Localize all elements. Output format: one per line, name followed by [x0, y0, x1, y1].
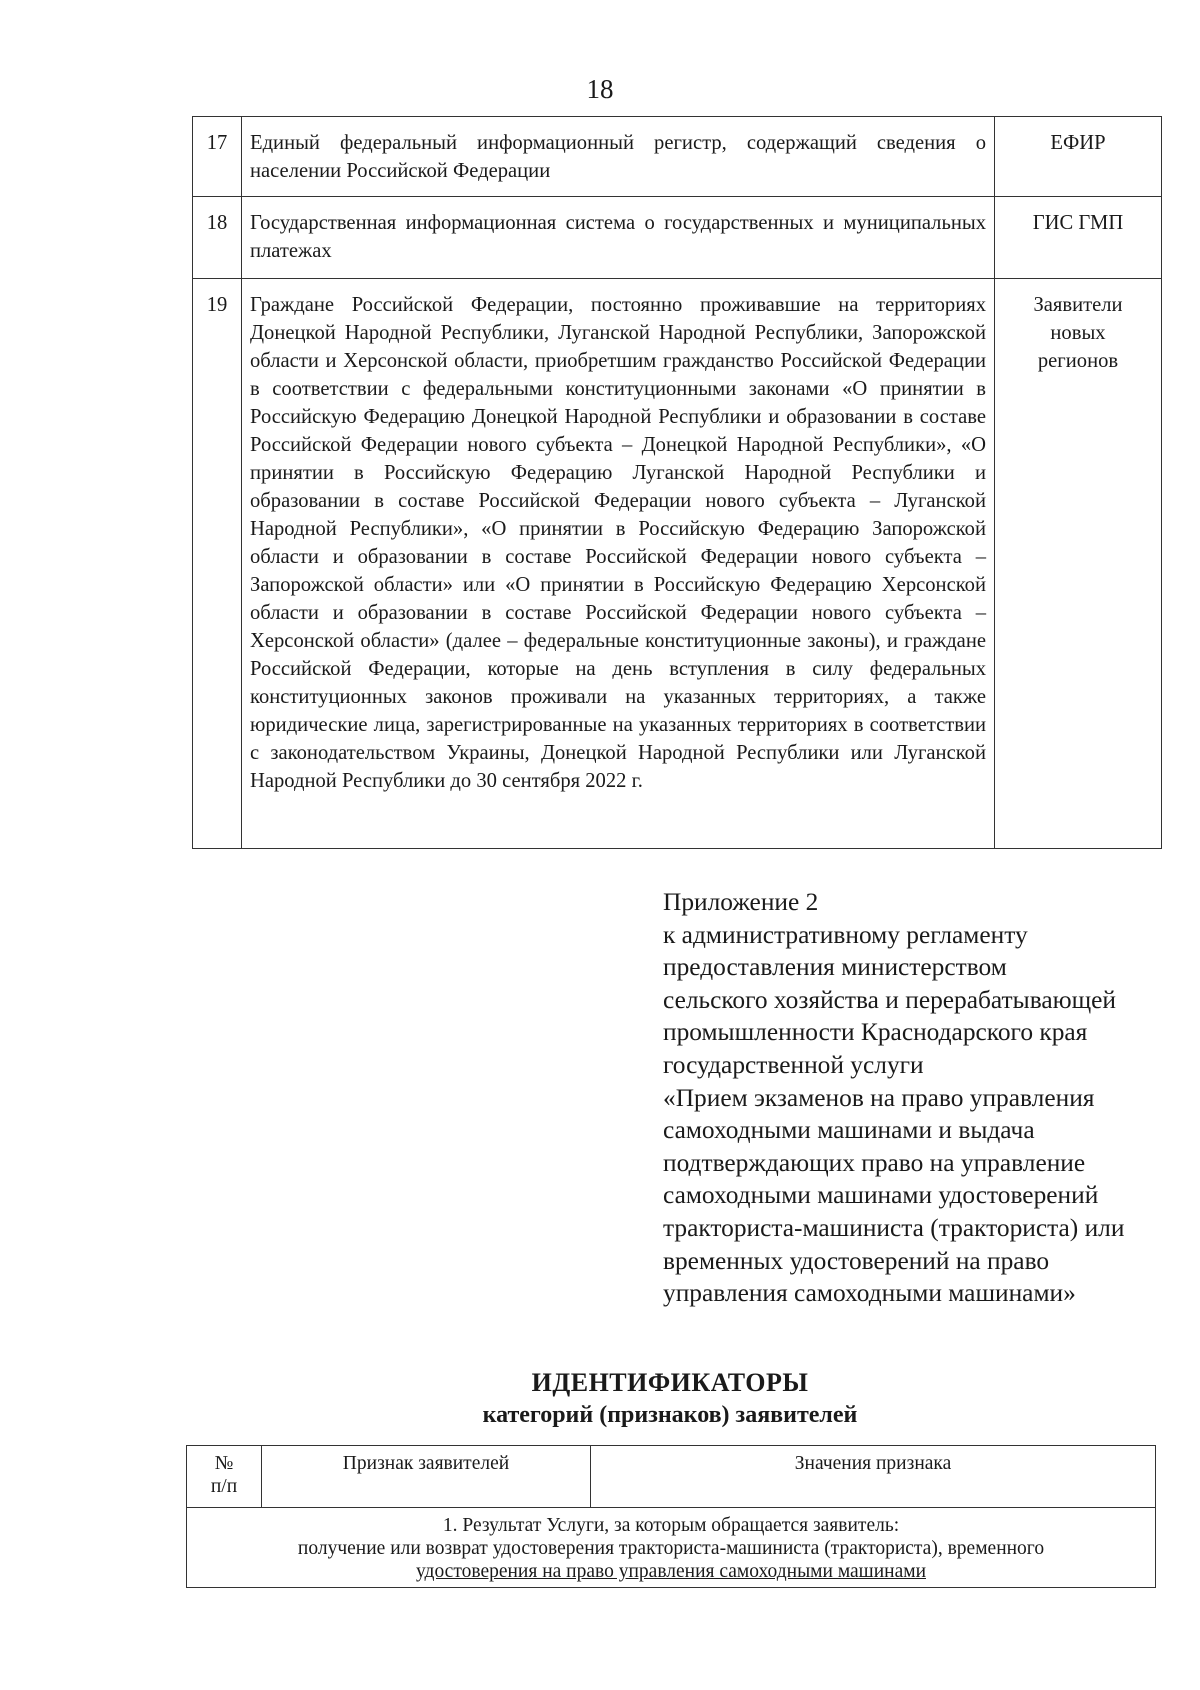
header-values: Значения признака	[591, 1446, 1156, 1508]
table-header-row	[187, 1446, 1156, 1508]
data-sources-table	[192, 116, 1162, 849]
appendix-line: предоставления министерством	[663, 953, 1007, 982]
appendix-title: Приложение 2	[663, 888, 819, 916]
appendix-line: сельского хозяйства и перерабатывающей	[663, 985, 1117, 1014]
row-code: ГИС ГМП	[995, 197, 1162, 279]
identifiers-title: ИДЕНТИФИКАТОРЫ	[531, 1368, 809, 1397]
appendix-line: промышленности Краснодарского края	[663, 1018, 1088, 1047]
appendix-line: управления самоходными машинами»	[663, 1279, 1076, 1308]
page-number: 18	[586, 74, 614, 104]
table-row	[193, 117, 1162, 197]
appendix-block	[663, 886, 1173, 1310]
appendix-line: самоходными машинами удостоверений	[663, 1181, 1099, 1210]
section-cell	[187, 1508, 1156, 1588]
table-row	[187, 1508, 1156, 1588]
section-line: удостоверения на право управления самоходными машинами	[416, 1561, 926, 1582]
header-sign: Признак заявителей	[262, 1446, 591, 1508]
section-line: 1. Результат Услуги, за которым обращается заявитель:	[442, 1515, 900, 1536]
identifiers-subtitle: категорий (признаков) заявителей	[482, 1402, 858, 1428]
appendix-line: к административному регламенту	[663, 920, 1028, 949]
header-number-line: п/п	[210, 1476, 238, 1497]
appendix-line: «Прием экзаменов на право управления	[663, 1083, 1095, 1112]
header-number	[187, 1446, 262, 1508]
appendix-line: временных удостоверений на право	[663, 1246, 1050, 1275]
row-number: 18	[193, 197, 242, 279]
appendix-line: подтверждающих право на управление	[663, 1148, 1086, 1177]
code-line: Заявители	[1033, 294, 1123, 316]
row-code: ЕФИР	[995, 117, 1162, 197]
section-line: получение или возврат удостоверения тракториста-машиниста (тракториста), временного	[297, 1538, 1045, 1559]
row-number: 17	[193, 117, 242, 197]
table-row	[193, 197, 1162, 279]
row-description: Граждане Российской Федерации, постоянно проживавшие на территориях Донецкой Народной Республики, Луганской Народной Республики, Запорожской области и Херсонской области, приобретшим гражданство Российской Федерации в соответствии с федеральными конституционными законами «О принятии в Российскую Федерацию Донецкой Народной Республики и образовании в составе Российской Федерации нового субъекта – Донецкой Народной Республики», «О принятии в Российскую Федерацию Луганской Народной Республики и образовании в составе Российской Федерации нового субъекта – Луганской Народной Республики», «О принятии в Российскую Федерацию Запорожской области и образовании в составе Российской Федерации нового субъекта – Запорожской области» или «О принятии в Российскую Федерацию Херсонской области и образовании в составе Российской Федерации нового субъекта – Херсонской области» (далее – федеральные конституционные законы), и граждане Российской Федерации, которые на день вступления в силу федеральных конституционных законов проживали на указанных территориях, а также юридические лица, зарегистрированные на указанных территориях в соответствии с законодательством Украины, Донецкой Народной Республики или Луганской Народной Республики до 30 сентября 2022 г.	[242, 279, 995, 849]
row-description: Государственная информационная система о государственных и муниципальных платежах	[242, 197, 995, 279]
code-line: регионов	[1037, 350, 1119, 372]
identifiers-table	[186, 1445, 1156, 1588]
row-description: Единый федеральный информационный регистр, содержащий сведения о населении Российской Федерации	[242, 117, 995, 197]
row-code	[995, 279, 1162, 849]
row-number: 19	[193, 279, 242, 849]
appendix-line: самоходными машинами и выдача	[663, 1116, 1035, 1145]
code-line: новых	[1050, 322, 1106, 344]
header-number-line: №	[214, 1453, 234, 1474]
appendix-line: государственной услуги	[663, 1050, 924, 1079]
appendix-line: тракториста-машиниста (тракториста) или	[663, 1213, 1125, 1242]
table-row	[193, 279, 1162, 849]
